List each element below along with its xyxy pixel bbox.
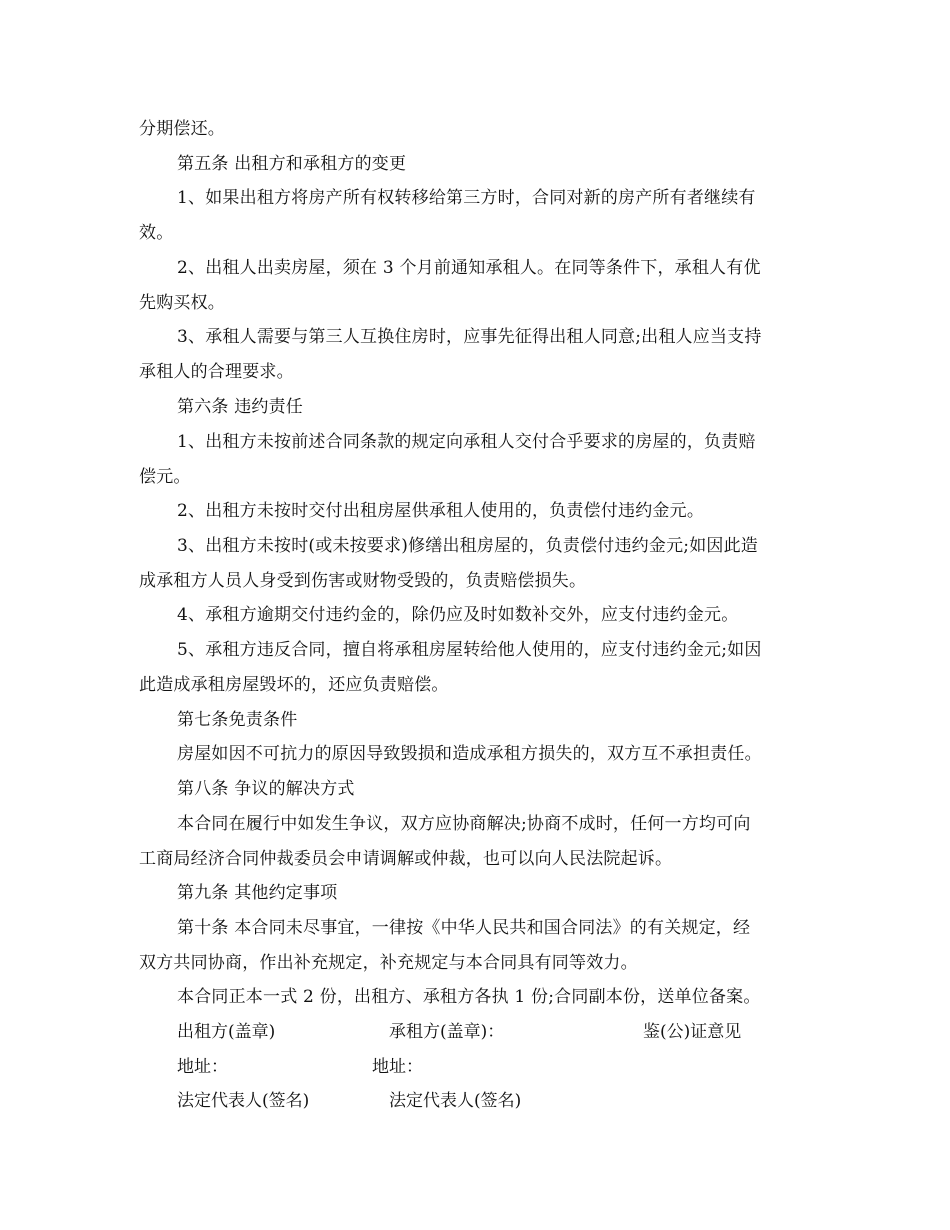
text-line: 双方共同协商，作出补充规定，补充规定与本合同具有同等效力。 bbox=[139, 953, 638, 973]
text-line: 分期偿还。 bbox=[139, 119, 225, 139]
text-line: 房屋如因不可抗力的原因导致毁损和造成承租方损失的，双方互不承担责任。 bbox=[177, 744, 762, 764]
text-line: 3、承租人需要与第三人互换住房时，应事先征得出租人同意;出租人应当支持 bbox=[177, 327, 762, 347]
lessor-address-label: 地址： bbox=[177, 1057, 228, 1077]
section-heading: 第七条免责条件 bbox=[177, 710, 298, 730]
text-line: 效。 bbox=[139, 223, 174, 243]
text-line: 本合同在履行中如发生争议，双方应协商解决;协商不成时，任何一方均可向 bbox=[177, 814, 751, 834]
text-line: 第十条 本合同未尽事宜，一律按《中华人民共和国合同法》的有关规定，经 bbox=[177, 918, 751, 938]
lessor-representative-label: 法定代表人(签名) bbox=[177, 1091, 310, 1111]
text-line: 3、出租方未按时(或未按要求)修缮出租房屋的，负责偿付违约金元;如因此造 bbox=[177, 536, 759, 556]
lessee-representative-label: 法定代表人(签名) bbox=[389, 1091, 522, 1111]
text-line: 承租人的合理要求。 bbox=[139, 362, 294, 382]
text-line: 成承租方人员人身受到伤害或财物受毁的，负责赔偿损失。 bbox=[139, 571, 587, 591]
section-heading: 第八条 争议的解决方式 bbox=[177, 779, 355, 799]
section-heading: 第九条 其他约定事项 bbox=[177, 883, 338, 903]
text-line: 2、出租人出卖房屋，须在 3 个月前通知承租人。在同等条件下，承租人有优 bbox=[177, 258, 761, 278]
text-line: 1、出租方未按前述合同条款的规定向承租人交付合乎要求的房屋的，负责赔 bbox=[177, 432, 756, 452]
notary-opinion-label: 鉴(公)证意见 bbox=[643, 1022, 742, 1042]
text-line: 5、承租方违反合同，擅自将承租房屋转给他人使用的，应支付违约金元;如因 bbox=[177, 640, 762, 660]
lessor-seal-label: 出租方(盖章) bbox=[177, 1022, 276, 1042]
text-line: 本合同正本一式 2 份，出租方、承租方各执 1 份;合同副本份，送单位备案。 bbox=[177, 987, 761, 1007]
text-line: 4、承租方逾期交付违约金的，除仍应及时如数补交外，应支付违约金元。 bbox=[177, 605, 739, 625]
text-line: 此造成承租房屋毁坏的，还应负责赔偿。 bbox=[139, 675, 449, 695]
section-heading: 第六条 违约责任 bbox=[177, 397, 304, 417]
text-line: 先购买权。 bbox=[139, 293, 225, 313]
text-line: 2、出租方未按时交付出租房屋供承租人使用的，负责偿付违约金元。 bbox=[177, 501, 705, 521]
lessee-address-label: 地址： bbox=[372, 1057, 423, 1077]
lessee-seal-label: 承租方(盖章)： bbox=[389, 1022, 505, 1042]
text-line: 偿元。 bbox=[139, 467, 191, 487]
text-line: 1、如果出租方将房产所有权转移给第三方时，合同对新的房产所有者继续有 bbox=[177, 188, 756, 208]
section-heading: 第五条 出租方和承租方的变更 bbox=[177, 154, 407, 174]
text-line: 工商局经济合同仲裁委员会申请调解或仲裁，也可以向人民法院起诉。 bbox=[139, 849, 673, 869]
